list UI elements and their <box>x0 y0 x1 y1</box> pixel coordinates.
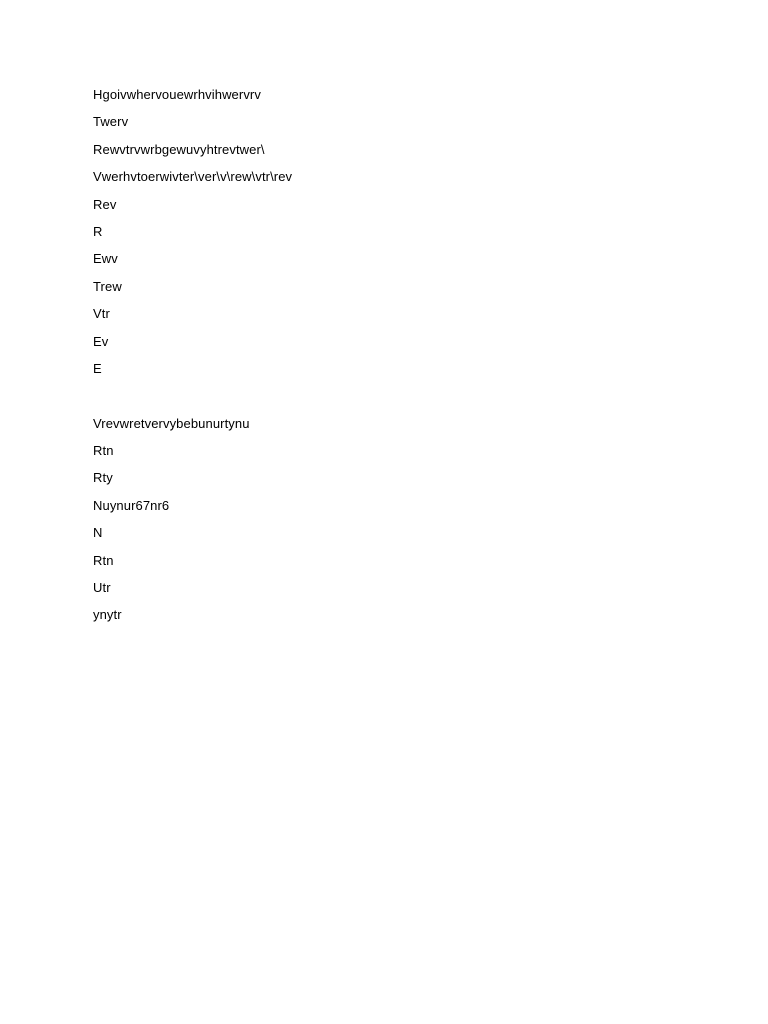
text-line: Rtn <box>93 552 114 568</box>
text-line: N <box>93 525 103 541</box>
text-line: Ewv <box>93 251 118 267</box>
text-line: Rewvtrvwrbgewuvyhtrevtwer\ <box>93 141 265 157</box>
document-body <box>93 86 693 634</box>
text-line: Ev <box>93 333 109 349</box>
text-line: Trew <box>93 278 122 294</box>
text-line: Vrevwretvervybebunurtynu <box>93 415 250 431</box>
text-line: Rty <box>93 470 113 486</box>
text-line: Utr <box>93 580 111 596</box>
text-line: Twerv <box>93 114 129 130</box>
text-line: Rtn <box>93 443 114 459</box>
text-line: Nuynur67nr6 <box>93 497 170 513</box>
text-line: Rev <box>93 196 117 212</box>
text-line: Vwerhvtoerwivter\ver\v\rew\vtr\rev <box>93 169 293 185</box>
text-line: Vtr <box>93 306 110 322</box>
text-line: R <box>93 223 103 239</box>
text-line: E <box>93 360 102 376</box>
text-line: Hgoivwhervouewrhvihwervrv <box>93 87 261 102</box>
text-line: ynytr <box>93 607 122 623</box>
blank-line <box>93 387 693 405</box>
